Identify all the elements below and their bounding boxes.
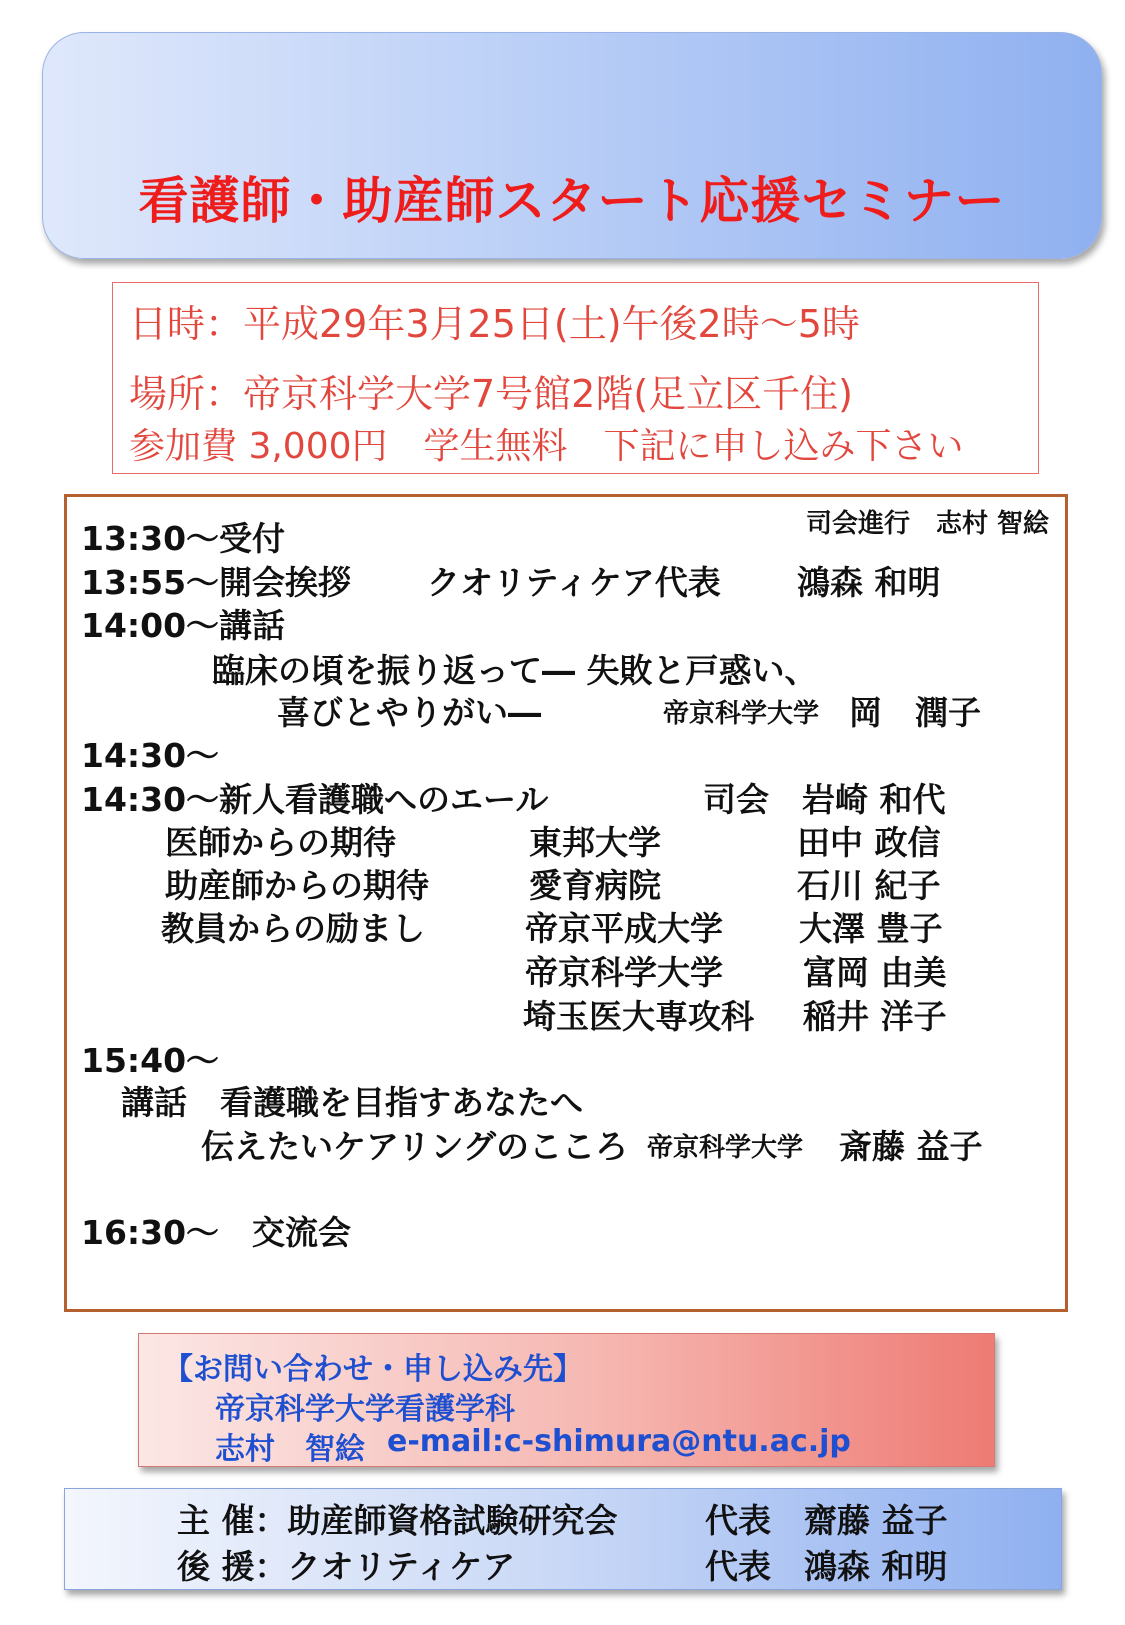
event-place: 場所：帝京科学大学7号館2階(足立区千住) — [129, 372, 854, 416]
program-mc: 司会進行 志村 智絵 — [805, 509, 1049, 539]
program-opening-name: 鴻森 和明 — [797, 563, 941, 602]
yell-topic: 医師からの期待 — [165, 823, 396, 862]
contact-person: 志村 智絵 — [215, 1432, 365, 1467]
program-reception: 13:30～受付 — [81, 519, 286, 558]
program-lecture1-time: 14:00～講話 — [81, 606, 286, 645]
title-banner — [42, 32, 1102, 259]
program-break-time: 14:30～ — [81, 736, 220, 775]
program-lecture2-time: 15:40～ — [81, 1041, 220, 1080]
yell-org: 愛育病院 — [529, 866, 661, 905]
event-fee: 参加費 3,000円 学生無料 下記に申し込み下さい — [129, 426, 964, 467]
program-lecture2-org: 帝京科学大学 — [647, 1133, 804, 1163]
yell-name: 稲井 洋子 — [803, 997, 947, 1036]
program-yell-time: 14:30～新人看護職へのエール — [81, 780, 549, 819]
event-info-box — [112, 282, 1039, 474]
program-lecture2-title-1: 講話 看護職を目指すあなたへ — [121, 1083, 583, 1122]
program-social: 16:30～ 交流会 — [81, 1213, 352, 1252]
program-opening-org: クオリティケア代表 — [427, 563, 721, 602]
event-date: 日時：平成29年3月25日(土)午後2時～5時 — [129, 302, 860, 346]
program-lecture2-title-2: 伝えたいケアリングのこころ — [201, 1127, 629, 1166]
program-yell-mc: 司会 岩崎 和代 — [703, 780, 946, 819]
sponsor-support: 後 援：クオリティケア — [177, 1547, 516, 1586]
yell-name: 大澤 豊子 — [799, 909, 943, 948]
program-lecture1-title-2: 喜びとやりがい― — [277, 693, 541, 732]
contact-email-link[interactable]: e-mail:c-shimura@ntu.ac.jp — [387, 1424, 851, 1459]
yell-name: 石川 紀子 — [797, 866, 941, 905]
contact-org: 帝京科学大学看護学科 — [215, 1392, 515, 1427]
program-opening-time: 13:55～開会挨拶 — [81, 563, 352, 602]
program-lecture1-title-1: 臨床の頃を振り返って― 失敗と戸惑い、 — [212, 651, 818, 690]
yell-org: 帝京科学大学 — [525, 953, 723, 992]
sponsor-box — [64, 1488, 1062, 1590]
yell-name: 富岡 由美 — [803, 953, 947, 992]
sponsor-support-rep: 代表 鴻森 和明 — [705, 1547, 948, 1586]
yell-topic: 助産師からの期待 — [165, 866, 429, 905]
sponsor-host-rep: 代表 齋藤 益子 — [705, 1501, 948, 1540]
contact-box — [138, 1333, 995, 1467]
contact-heading: 【お問い合わせ・申し込み先】 — [163, 1352, 583, 1387]
yell-org: 東邦大学 — [529, 823, 661, 862]
program-lecture1-org: 帝京科学大学 — [663, 699, 820, 729]
yell-org: 埼玉医大専攻科 — [523, 997, 754, 1036]
yell-name: 田中 政信 — [797, 823, 941, 862]
yell-org: 帝京平成大学 — [525, 909, 723, 948]
program-box — [64, 494, 1068, 1312]
page-title: 看護師・助産師スタート応援セミナー — [138, 172, 1006, 230]
program-lecture1-name: 岡 潤子 — [849, 693, 981, 732]
sponsor-host: 主 催：助産師資格試験研究会 — [177, 1501, 618, 1540]
program-lecture2-name: 斎藤 益子 — [839, 1127, 983, 1166]
yell-topic: 教員からの励まし — [161, 909, 425, 948]
